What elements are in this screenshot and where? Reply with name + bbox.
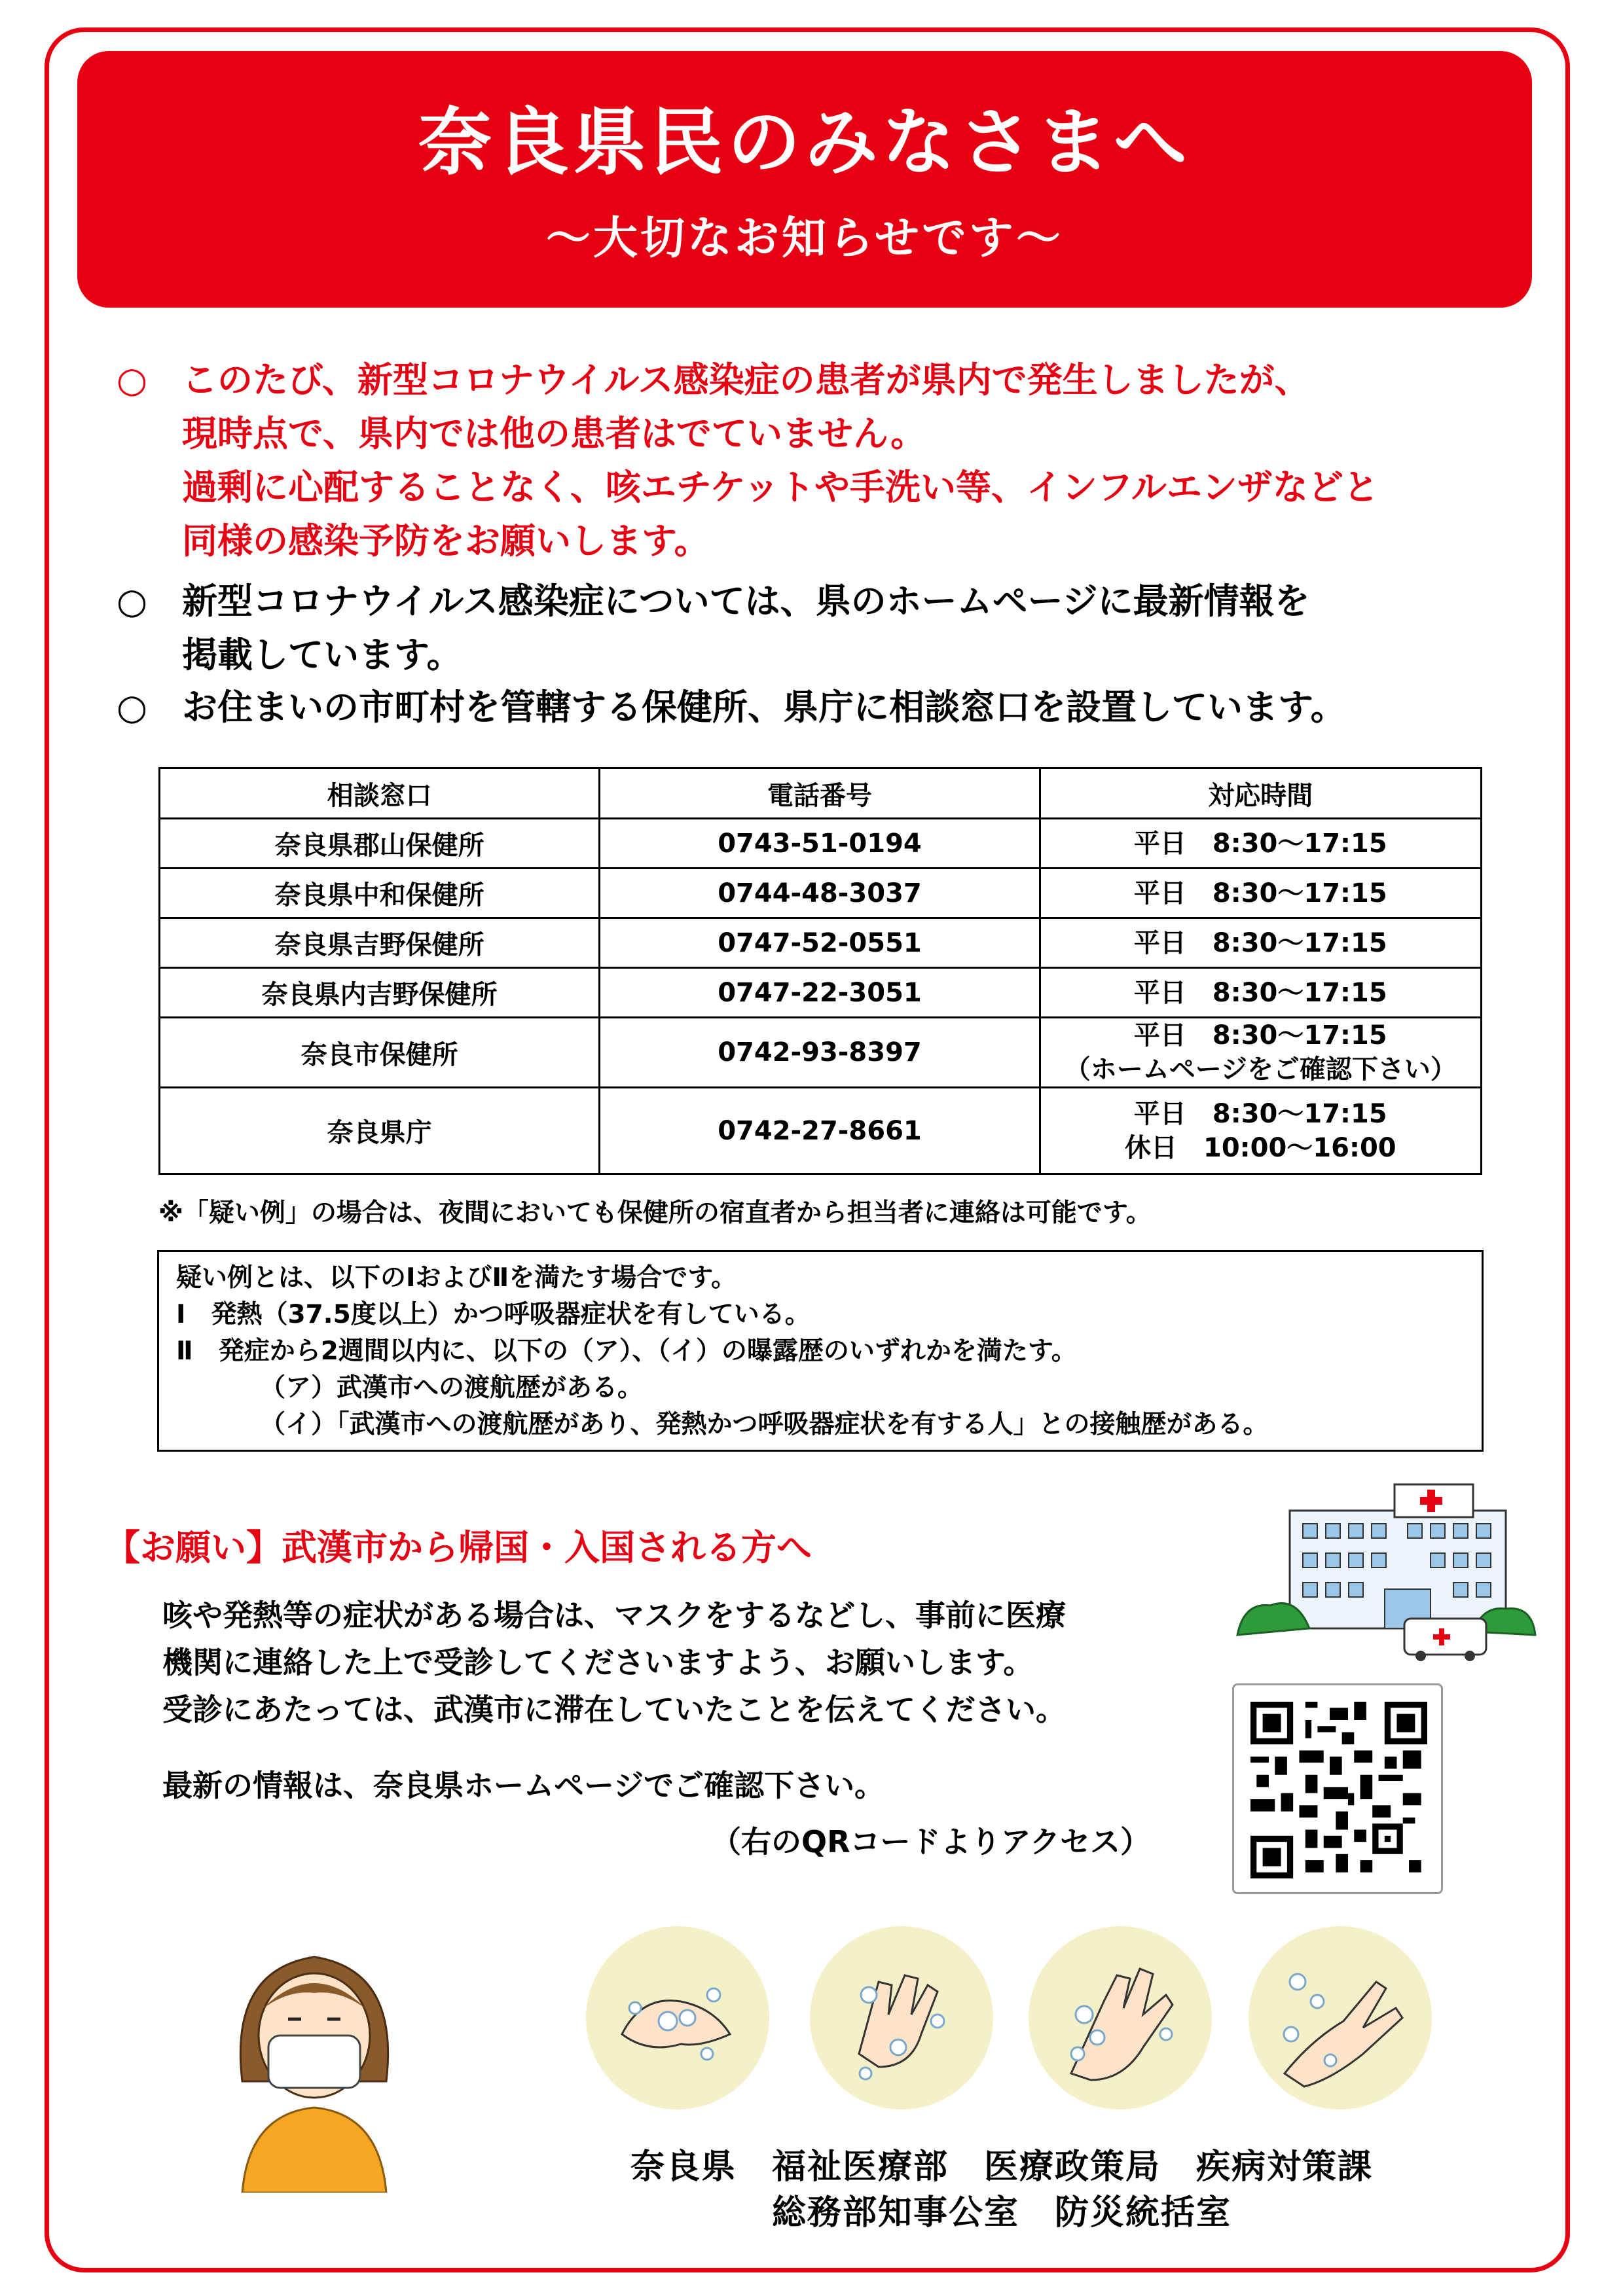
- office-hours: [1040, 1088, 1481, 1174]
- table-header-row: [160, 768, 1482, 819]
- request-body: [162, 1592, 1066, 1733]
- hours-line: 平日 8:30〜17:15: [1133, 878, 1387, 908]
- circle-bullet-icon: ○: [117, 581, 148, 622]
- masked-woman-illustration-icon: [216, 1931, 412, 2193]
- circle-bullet-icon: ○: [117, 359, 148, 401]
- contact-table: [158, 767, 1482, 1175]
- handwashing-step-icon: [583, 1923, 773, 2113]
- office-name: 奈良県内吉野保健所: [160, 968, 600, 1018]
- office-name: 奈良県中和保健所: [160, 869, 600, 918]
- phone-number: 0747-22-3051: [600, 968, 1040, 1018]
- definition-intro: 疑い例とは、以下のⅠおよびⅡを満たす場合です。: [176, 1263, 737, 1293]
- phone-number: 0742-27-8661: [600, 1088, 1040, 1174]
- latest-info-text: 最新の情報は、奈良県ホームページでご確認下さい。: [162, 1768, 885, 1803]
- phone-number: 0747-52-0551: [600, 918, 1040, 968]
- notice-line: 過剰に心配することなく、咳エチケットや手洗い等、インフルエンザなどと: [182, 467, 1379, 508]
- handwashing-step-icon: [807, 1923, 996, 2113]
- hospital-illustration-icon: [1231, 1471, 1539, 1661]
- hours-line: 平日 8:30〜17:15: [1133, 828, 1387, 859]
- request-line: 受診にあたっては、武漢市に滞在していたことを伝えてください。: [162, 1692, 1066, 1727]
- hours-line: 平日 8:30〜17:15: [1133, 927, 1387, 958]
- notice-outbreak: [117, 353, 1524, 568]
- phone-number: 0744-48-3037: [600, 869, 1040, 918]
- definition-sub-i: （イ）「武漢市への渡航歴があり、発熱かつ呼吸器症状を有する人」との接触歴がある。: [260, 1410, 1269, 1439]
- office-hours: [1040, 918, 1481, 968]
- definition-sub-a: （ア）武漢市への渡航歴がある。: [260, 1373, 644, 1403]
- office-name: 奈良市保健所: [160, 1018, 600, 1088]
- notice-line: お住まいの市町村を管轄する保健所、県庁に相談窓口を設置しています。: [182, 687, 1346, 728]
- qr-code-pattern: [1250, 1702, 1427, 1878]
- column-header-office: 相談窓口: [160, 768, 600, 819]
- suspected-case-definition: [157, 1250, 1484, 1452]
- table-row: [160, 1088, 1482, 1174]
- request-line: 咳や発熱等の症状がある場合は、マスクをするなどし、事前に医療: [162, 1598, 1066, 1633]
- notice-line: このたび、新型コロナウイルス感染症の患者が県内で発生しましたが、: [182, 359, 1310, 401]
- page-title: 奈良県民のみなさまへ: [418, 100, 1191, 185]
- hours-line: 平日 8:30〜17:15: [1133, 1020, 1387, 1050]
- notice-line: 掲載しています。: [182, 634, 462, 675]
- header-banner: [77, 51, 1532, 308]
- circle-bullet-icon: ○: [117, 687, 148, 728]
- table-row: [160, 819, 1482, 869]
- table-row: [160, 918, 1482, 968]
- notice-homepage: [117, 575, 1524, 682]
- table-row: [160, 869, 1482, 918]
- definition-item-1: Ⅰ 発熱（37.5度以上）かつ呼吸器症状を有している。: [176, 1300, 811, 1329]
- request-line: 機関に連絡した上で受診してくださいますよう、お願いします。: [162, 1645, 1034, 1680]
- office-hours: [1040, 968, 1481, 1018]
- notice-consultation: [117, 681, 1524, 734]
- hours-line: （ホームページをご確認下さい）: [1064, 1054, 1457, 1085]
- notice-line: 新型コロナウイルス感染症については、県のホームページに最新情報を: [182, 581, 1310, 622]
- office-hours: [1040, 1018, 1481, 1088]
- table-note: ※「疑い例」の場合は、夜間においても保健所の宿直者から担当者に連絡は可能です。: [158, 1198, 1152, 1228]
- definition-item-2: Ⅱ 発症から2週間以内に、以下の（ア）、（イ）の曝露歴のいずれかを満たす。: [176, 1336, 1077, 1366]
- qr-code-icon[interactable]: [1232, 1683, 1443, 1894]
- phone-number: 0743-51-0194: [600, 819, 1040, 869]
- office-hours: [1040, 819, 1481, 869]
- office-name: 奈良県郡山保健所: [160, 819, 600, 869]
- column-header-hours: 対応時間: [1040, 768, 1481, 819]
- office-name: 奈良県庁: [160, 1088, 600, 1174]
- notice-line: 同様の感染予防をお願いします。: [182, 520, 710, 562]
- hours-line: 休日 10:00〜16:00: [1124, 1132, 1396, 1163]
- page-subtitle: 〜大切なお知らせです〜: [546, 213, 1063, 264]
- phone-number: 0742-93-8397: [600, 1018, 1040, 1088]
- handwashing-step-icon: [1245, 1923, 1435, 2113]
- office-hours: [1040, 869, 1481, 918]
- footer-office: 総務部知事公室 防災統括室: [771, 2193, 1231, 2233]
- footer-department: 奈良県 福祉医療部 医療政策局 疾病対策課: [630, 2147, 1373, 2187]
- column-header-phone: 電話番号: [600, 768, 1040, 819]
- qr-access-note: （右のQRコードよりアクセス）: [711, 1824, 1151, 1859]
- table-row: [160, 1018, 1482, 1088]
- hours-line: 平日 8:30〜17:15: [1133, 1098, 1387, 1129]
- handwashing-step-icon: [1025, 1923, 1215, 2113]
- office-name: 奈良県吉野保健所: [160, 918, 600, 968]
- table-row: [160, 968, 1482, 1018]
- hours-line: 平日 8:30〜17:15: [1133, 977, 1387, 1008]
- request-title: 【お願い】武漢市から帰国・入国される方へ: [105, 1527, 812, 1568]
- notice-line: 現時点で、県内では他の患者はでていません。: [182, 413, 926, 454]
